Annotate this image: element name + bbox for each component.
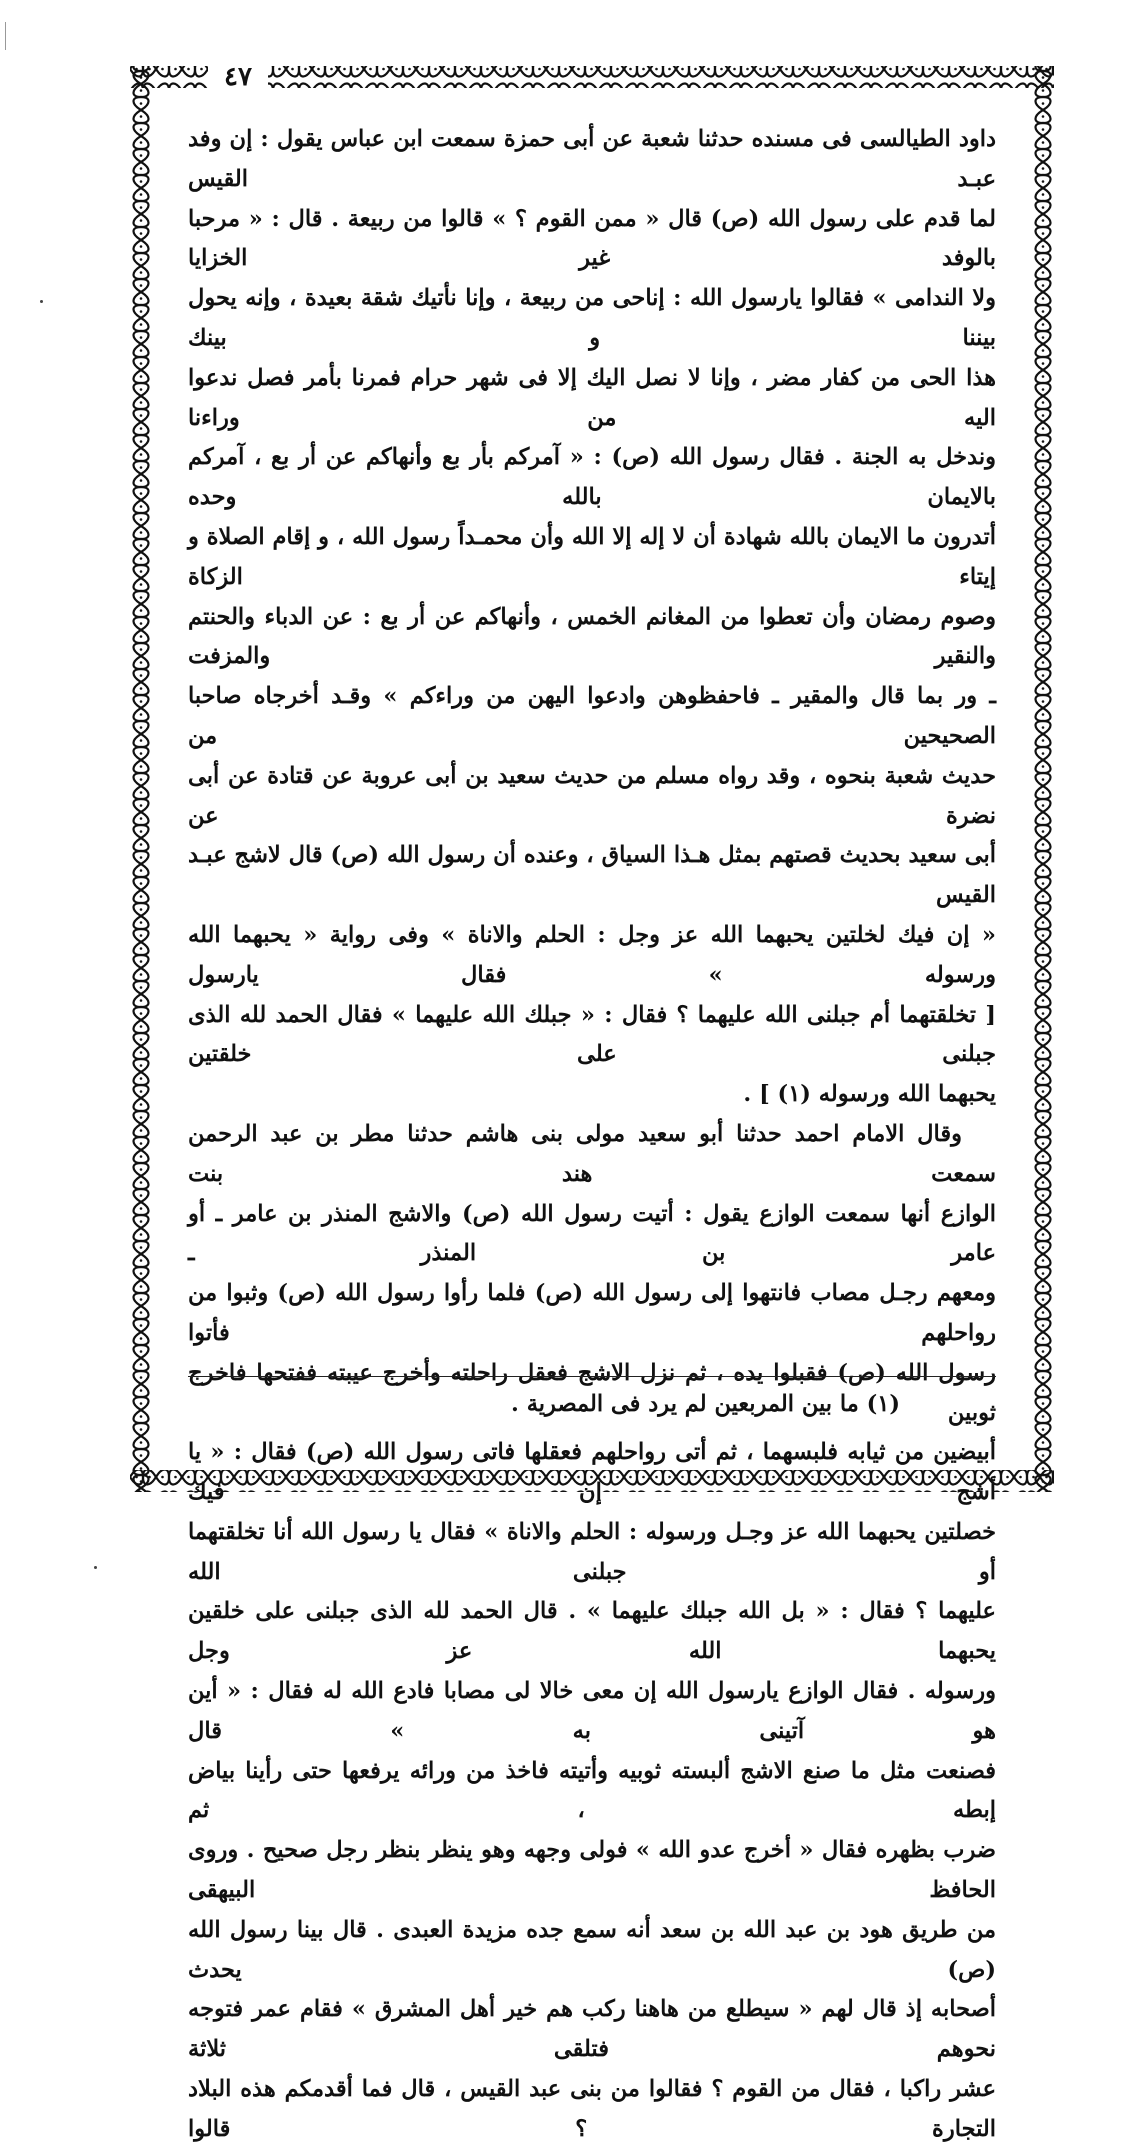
scan-edge-mark bbox=[5, 22, 6, 50]
text-line: الوازع أنها سمعت الوازع يقول : أتيت رسول الله (ص) والاشج المنذر بن عامر ـ أو عامر بن المنذر ـ bbox=[188, 1200, 996, 1267]
footnote: (١) ما بين المربعين لم يرد فى المصرية . bbox=[511, 1391, 900, 1417]
scan-speck bbox=[94, 1566, 97, 1569]
text-line: فصنعت مثل ما صنع الاشج ألبسته ثوبيه وأتيته فاخذ من ورائه يرفعها حتى رأينا بياض إبطه ، ثم bbox=[188, 1757, 996, 1824]
text-line: عليهما ؟ فقال : « بل الله جبلك عليهما » . قال الحمد لله الذى جبلنى على خلقين يحبهما الله عز وجل bbox=[188, 1598, 996, 1665]
text-line: أبى سعيد بحديث قصتهم بمثل هـذا السياق ، وعنده أن رسول الله (ص) قال لاشج عبـد القيس bbox=[188, 842, 996, 909]
scan-speck bbox=[40, 300, 43, 303]
text-line: ـ ور بما قال والمقير ـ فاحفظوهن وادعوا اليهن من وراءكم » وقـد أخرجاه صاحبا الصحيحين من bbox=[188, 683, 996, 749]
text-line: وصوم رمضان وأن تعطوا من المغانم الخمس ، وأنهاكم عن أر بع : عن الدباء والحنتم والنقير والمزفت bbox=[188, 603, 996, 670]
text-line: وقال الامام احمد حدثنا أبو سعيد مولى بنى هاشم حدثنا مطر بن عبد الرحمن سمعت هند بنت bbox=[188, 1120, 996, 1187]
text-line: ولا الندامى » فقالوا يارسول الله : إناحى من ربيعة ، وإنا نأتيك شقة بعيدة ، وإنه يحول بيننا و بينك bbox=[188, 285, 996, 351]
text-line: ورسوله . فقال الوازع يارسول الله إن معى خالا لى مصابا فادع الله له فقال : « أين هو آتينى به » قال bbox=[188, 1678, 996, 1744]
text-line: من طريق هود بن عبد الله بن سعد أنه سمع جده مزيدة العبدى . قال بينا رسول الله (ص) يحدث bbox=[188, 1916, 996, 1983]
text-line: [ تخلقتهما أم جبلنى الله عليهما ؟ فقال : « جبلك الله عليهما » فقال الحمد لله الذى جبلنى على خلقتين bbox=[188, 1001, 996, 1068]
text-line: هذا الحى من كفار مضر ، وإنا لا نصل اليك إلا فى شهر حرام فمرنا بأمر فصل ندعوا اليه من وراءنا bbox=[188, 364, 996, 431]
text-line: لما قدم على رسول الله (ص) قال « ممن القوم ؟ » قالوا من ربيعة . قال : « مرحبا بالوفد غير الخزايا bbox=[188, 205, 996, 272]
page-frame bbox=[130, 58, 1054, 2142]
text-line: أصحابه إذ قال لهم « سيطلع من هاهنا ركب هم خير أهل المشرق » فقام عمر فتوجه نحوهم فتلقى ثلاثة bbox=[188, 1996, 996, 2063]
text-line: عشر راكبا ، فقال من القوم ؟ فقالوا من بنى عبد القيس ، قال فما أقدمكم هذه البلاد التجارة ؟ قالوا bbox=[188, 2076, 996, 2142]
text-line: حديث شعبة بنحوه ، وقد رواه مسلم من حديث سعيد بن أبى عروبة عن قتادة عن أبى نضرة عن bbox=[188, 762, 996, 829]
text-line: ومعهم رجـل مصاب فانتهوا إلى رسول الله (ص) فلما رأوا رسول الله (ص) وثبوا من رواحلهم فأتوا bbox=[188, 1280, 996, 1346]
text-line: يحبهما الله ورسوله (١) ] . bbox=[743, 1081, 996, 1108]
text-line: داود الطيالسى فى مسنده حدثنا شعبة عن أبى حمزة سمعت ابن عباس يقول : إن وفد عبـد القيس bbox=[188, 126, 996, 192]
text-line: ضرب بظهره فقال « أخرج عدو الله » فولى وجهه وهو ينظر بنظر رجل صحيح . وروى الحافظ البيهقى bbox=[188, 1837, 996, 1904]
text-line: خصلتين يحبهما الله عز وجـل ورسوله : الحلم والاناة » فقال يا رسول الله أنا تخلقتهما أو جبلنى الله bbox=[188, 1518, 996, 1585]
footnote-divider bbox=[188, 1376, 996, 1377]
text-line: وندخل به الجنة . فقال رسول الله (ص) : « آمركم بأر بع وأنهاكم عن أر بع ، آمركم بالايمان بالله وحده bbox=[188, 444, 996, 511]
text-line: رسول الله (ص) فقبلوا يده ، ثم نزل الاشج فعقل راحلته وأخرج عيبته ففتحها فاخرج ثوبين bbox=[188, 1359, 996, 1426]
text-line: أتدرون ما الايمان بالله شهادة أن لا إله إلا الله وأن محمـداً رسول الله ، و إقام الصلاة و إيتاء الزكاة bbox=[188, 523, 996, 590]
page-number: ٤٧ bbox=[208, 60, 268, 94]
body-text bbox=[188, 120, 996, 2150]
text-line: « إن فيك لخلتين يحبهما الله عز وجل : الحلم والاناة » وفى رواية « يحبهما الله ورسوله » فقال يارسول bbox=[188, 921, 996, 988]
text-line: أبيضين من ثيابه فلبسهما ، ثم أتى رواحلهم فعقلها فاتى رسول الله (ص) فقال : « يا أشج إن فيك bbox=[188, 1439, 996, 1506]
